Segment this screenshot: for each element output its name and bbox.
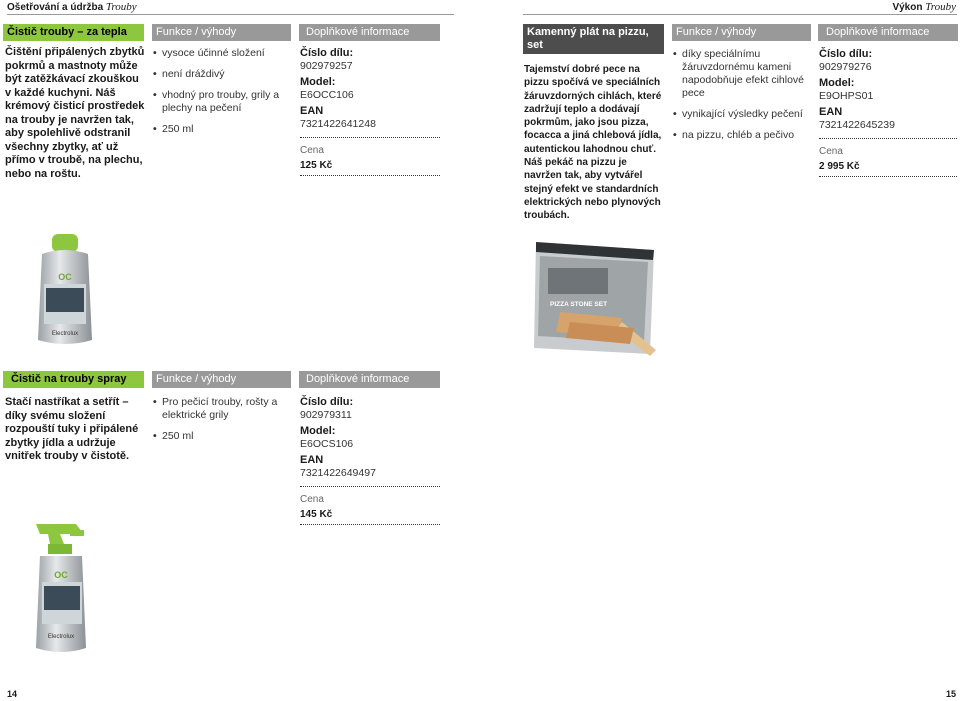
- oven-cleaner-cream-image: [30, 232, 100, 350]
- part-number-value: 902979311: [300, 409, 352, 421]
- features-header: Funkce / výhody: [152, 24, 291, 41]
- price-value: 145 Kč: [300, 509, 333, 520]
- part-number-label: Číslo dílu:: [300, 47, 354, 59]
- page-number-left: 14: [7, 689, 18, 699]
- feature-item: • vysoce účinné složení: [152, 47, 290, 60]
- ean-label: EAN: [300, 454, 324, 466]
- product-title: Čistič trouby – za tepla: [3, 24, 144, 41]
- feature-item: • na pizzu, chléb a pečivo: [672, 129, 810, 142]
- divider: [300, 134, 440, 138]
- feature-item: • Pro pečicí trouby, rošty a elektrické grily: [152, 396, 290, 422]
- part-number-label: Číslo dílu:: [300, 396, 354, 408]
- can-label-text: OC: [58, 272, 72, 282]
- product-info: [300, 47, 440, 182]
- price-value: 2 995 Kč: [819, 161, 860, 172]
- feature-item: • 250 ml: [152, 123, 290, 136]
- price-label: Cena: [300, 145, 324, 156]
- extra-info-header: Doplňkové informace: [299, 371, 440, 388]
- product-description: Stačí nastříkat a setřít – díky svému složení rozpouští tuky i připálené zbytky jídla a udržuje vnitřek trouby v čistotě.: [5, 396, 139, 462]
- product-info: [300, 396, 440, 531]
- feature-list: [152, 396, 290, 451]
- feature-list: [152, 47, 290, 144]
- price-value: 125 Kč: [300, 160, 333, 171]
- feature-item: • vhodný pro trouby, grily a plechy na pečení: [152, 89, 290, 115]
- model-label: Model:: [300, 425, 336, 437]
- box-label-text: PIZZA STONE SET: [550, 301, 608, 308]
- header-rule-left: [7, 14, 454, 15]
- features-header: Funkce / výhody: [672, 24, 811, 41]
- feature-item: • díky speciálnímu žáruvzdornému kameni napodobňuje efekt cihlové pece: [672, 48, 810, 100]
- running-header-right: Výkon Trouby: [892, 1, 956, 13]
- part-number-value: 902979257: [300, 60, 353, 72]
- divider: [819, 135, 957, 139]
- product-description: Tajemství dobré pece na pizzu spočívá ve speciálních žáruvzdorných cihlách, které zadržují teplo a dodávají pokrmům, jako jsou pizza, focacca a jiná chlebová jídla, autentickou lahodnou chuť. Náš pekáč na pizzu je navržen tak, aby vytvářel stejný efekt ve standardních elektrických nebo plynových troubách.: [524, 64, 662, 222]
- running-header-left: Ošetřování a údržba Trouby: [7, 1, 137, 13]
- price-label: Cena: [300, 494, 324, 505]
- product-info: [819, 48, 957, 183]
- product-description: Čištění připálených zbytků pokrmů a mastnoty může být zatěžkávací zkouškou v každé kuchyni. Náš krémový čisticí prostředek na trouby je navržen tak, aby spolehlivě odstranil všechny zbytky, ať už přímo v troubě, na plechu, nebo na roštu.: [5, 46, 145, 180]
- model-value: E6OCS106: [300, 438, 354, 450]
- features-header: Funkce / výhody: [152, 371, 291, 388]
- extra-info-header: Doplňkové informace: [299, 24, 440, 41]
- oven-cleaner-spray-image: [30, 520, 102, 660]
- page-number-right: 15: [945, 689, 956, 699]
- can-label-text: OC: [54, 570, 68, 580]
- feature-item: • 250 ml: [152, 430, 290, 443]
- feature-item: • není dráždivý: [152, 68, 290, 81]
- model-value: E9OHPS01: [819, 90, 874, 102]
- product-title: Čistič na trouby spray: [3, 371, 144, 388]
- divider: [300, 483, 440, 487]
- part-number-label: Číslo dílu:: [819, 48, 873, 60]
- ean-value: 7321422645239: [819, 119, 895, 131]
- divider: [300, 521, 440, 525]
- ean-value: 7321422641248: [300, 118, 376, 130]
- header-rule-right: [523, 14, 957, 15]
- part-number-value: 902979276: [819, 61, 872, 73]
- feature-list: [672, 48, 810, 150]
- product-title: Kamenný plát na pizzu, set: [523, 24, 664, 54]
- feature-item: • vynikající výsledky pečení: [672, 108, 810, 121]
- ean-label: EAN: [300, 105, 324, 117]
- price-label: Cena: [819, 146, 843, 157]
- brand-text: Electrolux: [51, 331, 79, 337]
- ean-value: 7321422649497: [300, 467, 376, 479]
- model-value: E6OCC106: [300, 89, 354, 101]
- pizza-stone-set-image: [530, 238, 662, 366]
- model-label: Model:: [300, 76, 336, 88]
- divider: [819, 173, 957, 177]
- brand-text: Electrolux: [47, 634, 75, 640]
- ean-label: EAN: [819, 106, 843, 118]
- model-label: Model:: [819, 77, 855, 89]
- extra-info-header: Doplňkové informace: [818, 24, 958, 41]
- divider: [300, 172, 440, 176]
